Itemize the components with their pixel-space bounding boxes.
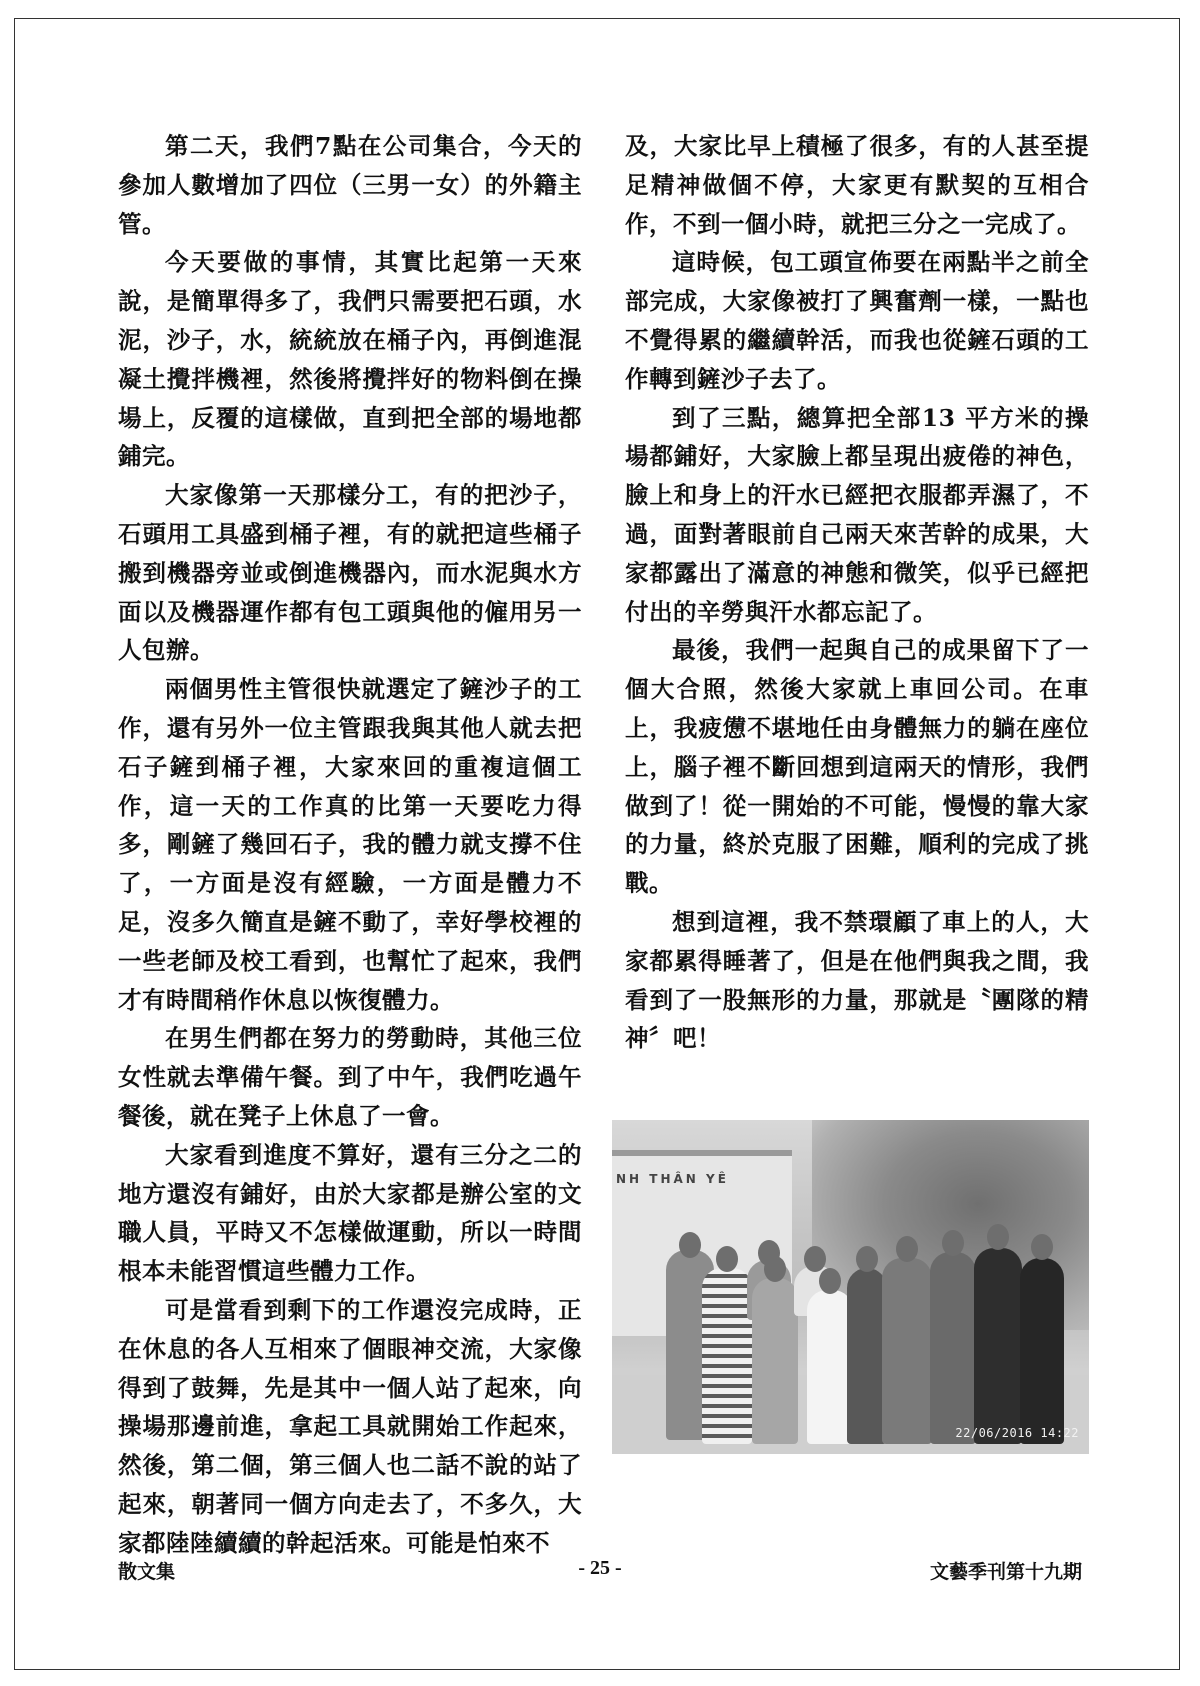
photo-sign-text: NH THÂN YÊ [616,1172,729,1186]
photo-person [882,1258,932,1444]
paragraph: 想到這裡，我不禁環顧了車上的人，大家都累得睡著了，但是在他們與我之間，我看到了一股無形的力量，那就是〝團隊的精神〞吧！ [625,907,1089,1053]
photo-person-head [679,1232,701,1258]
paragraph: 大家像第一天那樣分工，有的把沙子，石頭用工具盛到桶子裡，有的就把這些桶子搬到機器旁並或倒進機器內，而水泥與水方面以及機器運作都有包工頭與他的僱用另一人包辦。 [118,481,582,665]
photo-person-head [764,1256,786,1282]
group-photo [612,1120,1089,1454]
left-text-column [118,127,582,1562]
paragraph: 最後，我們一起與自己的成果留下了一個大合照，然後大家就上車回公司。在車上，我疲憊不堪地任由身體無力的躺在座位上，腦子裡不斷回想到這兩天的情形，我們做到了！從一開始的不可能，慢慢的靠大家的力量，終於克服了困難，順利的完成了挑戰。 [625,636,1089,898]
photo-person-head [804,1246,826,1272]
photo-person [930,1252,976,1444]
paragraph: 第二天，我們7點在公司集合，今天的參加人數增加了四位（三男一女）的外籍主管。 [118,132,582,238]
paragraph-continuation: 及，大家比早上積極了很多，有的人甚至提足精神做個不停，大家更有默契的互相合作，不到一個小時，就把三分之一完成了。 [625,132,1089,238]
photo-person [847,1268,887,1444]
photo-person-head [1031,1234,1053,1260]
paragraph: 可是當看到剩下的工作還沒完成時，正在休息的各人互相來了個眼神交流，大家像得到了鼓舞，先是其中一個人站了起來，向操場那邊前進，拿起工具就開始工作起來，然後，第二個，第三個人也二話不說的站了起來，朝著同一個方向走去了，不多久，大家都陸陸續續的幹起活來。可能是怕來不 [118,1295,582,1557]
photo-person-head [716,1246,738,1272]
photo-person-head [896,1236,918,1262]
photo-person-head [942,1230,964,1256]
paragraph: 到了三點，總算把全部13 平方米的操場都鋪好，大家臉上都呈現出疲倦的神色，臉上和身上的汗水已經把衣服都弄濕了，不過，面對著眼前自己兩天來苦幹的成果，大家都露出了滿意的神態和微笑，似乎已經把付出的辛勞與汗水都忘記了。 [625,403,1089,626]
paragraph: 今天要做的事情，其實比起第一天來說，是簡單得多了，我們只需要把石頭，水泥，沙子，水，統統放在桶子內，再倒進混凝土攪拌機裡，然後將攪拌好的物料倒在操場上，反覆的這樣做，直到把全部的場地都鋪完。 [118,248,582,471]
paragraph: 大家看到進度不算好，還有三分之二的地方還沒有鋪好，由於大家都是辦公室的文職人員，平時又不怎樣做運動，所以一時間根本未能習慣這些體力工作。 [118,1140,582,1286]
photo-person [702,1268,752,1444]
photo-person [1020,1258,1064,1444]
footer-publication-title: 文藝季刊第十九期 [929,1561,1082,1583]
paragraph: 在男生們都在努力的勞動時，其他三位女性就去準備午餐。到了中午，我們吃過午餐後，就在凳子上休息了一會。 [118,1024,582,1130]
paragraph: 這時候，包工頭宣佈要在兩點半之前全部完成，大家像被打了興奮劑一樣，一點也不覺得累的繼續幹活，而我也從鏟石頭的工作轉到鏟沙子去了。 [625,248,1089,393]
photo-person [752,1278,798,1444]
right-text-column [625,127,1089,1058]
photo-person-head [856,1246,878,1272]
photo-person-head [819,1268,841,1294]
photo-person-head [987,1224,1009,1250]
photo-timestamp: 22/06/2016 14:22 [955,1426,1079,1440]
photo-person [974,1248,1022,1444]
footer-page-number: - 25 - [578,1557,622,1579]
paragraph: 兩個男性主管很快就選定了鏟沙子的工作，還有另外一位主管跟我與其他人就去把石子鏟到桶子裡，大家來回的重複這個工作，這一天的工作真的比第一天要吃力得多，剛鏟了幾回石子，我的體力就支撐不住了，一方面是沒有經驗，一方面是體力不足，沒多久簡直是鏟不動了，幸好學校裡的一些老師及校工看到，也幫忙了起來，我們才有時間稍作休息以恢復體力。 [118,675,582,1014]
footer-section-title: 散文集 [118,1561,176,1583]
